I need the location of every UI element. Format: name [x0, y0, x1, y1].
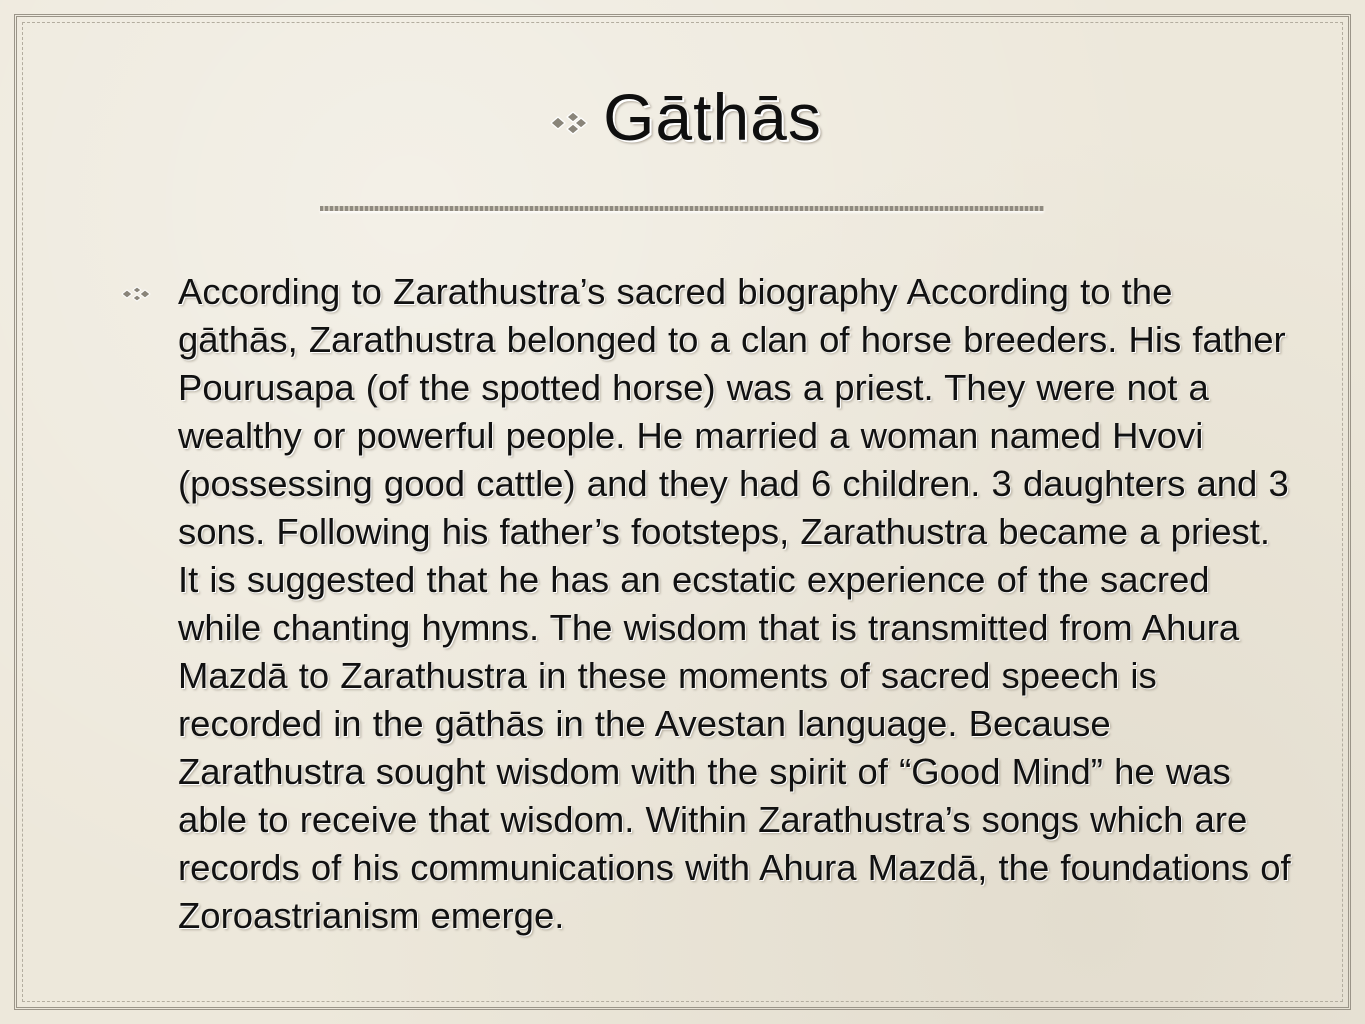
slide-title: Gāthās — [603, 80, 822, 154]
body-paragraph: According to Zarathustra’s sacred biography According to the gāthās, Zarathustra belonged to a clan of horse breeders. His father Pourusapa (of the spotted horse) was a priest. They were not a wealthy or powerful people. He married a woman named Hvovi (possessing good cattle) and they had 6 children. 3 daughters and 3 sons. Following his father’s footsteps, Zarathustra became a priest. It is suggested that he has an ecstatic experience of the sacred while chanting hymns. The wisdom that is transmitted from Ahura Mazdā to Zarathustra in these moments of sacred speech is recorded in the gāthās in the Avestan language. Because Zarathustra sought wisdom with the spirit of “Good Mind” he was able to receive that wisdom. Within Zarathustra’s songs which are records of his communications with Ahura Mazdā, the foundations of Zoroastrianism emerge. — [178, 271, 1291, 936]
title-divider — [320, 206, 1044, 211]
title-row — [0, 80, 1365, 154]
diamond-cluster-bullet-icon — [543, 108, 589, 138]
diamond-cluster-bullet-icon — [118, 284, 152, 304]
body-bullet-item — [110, 268, 1300, 940]
